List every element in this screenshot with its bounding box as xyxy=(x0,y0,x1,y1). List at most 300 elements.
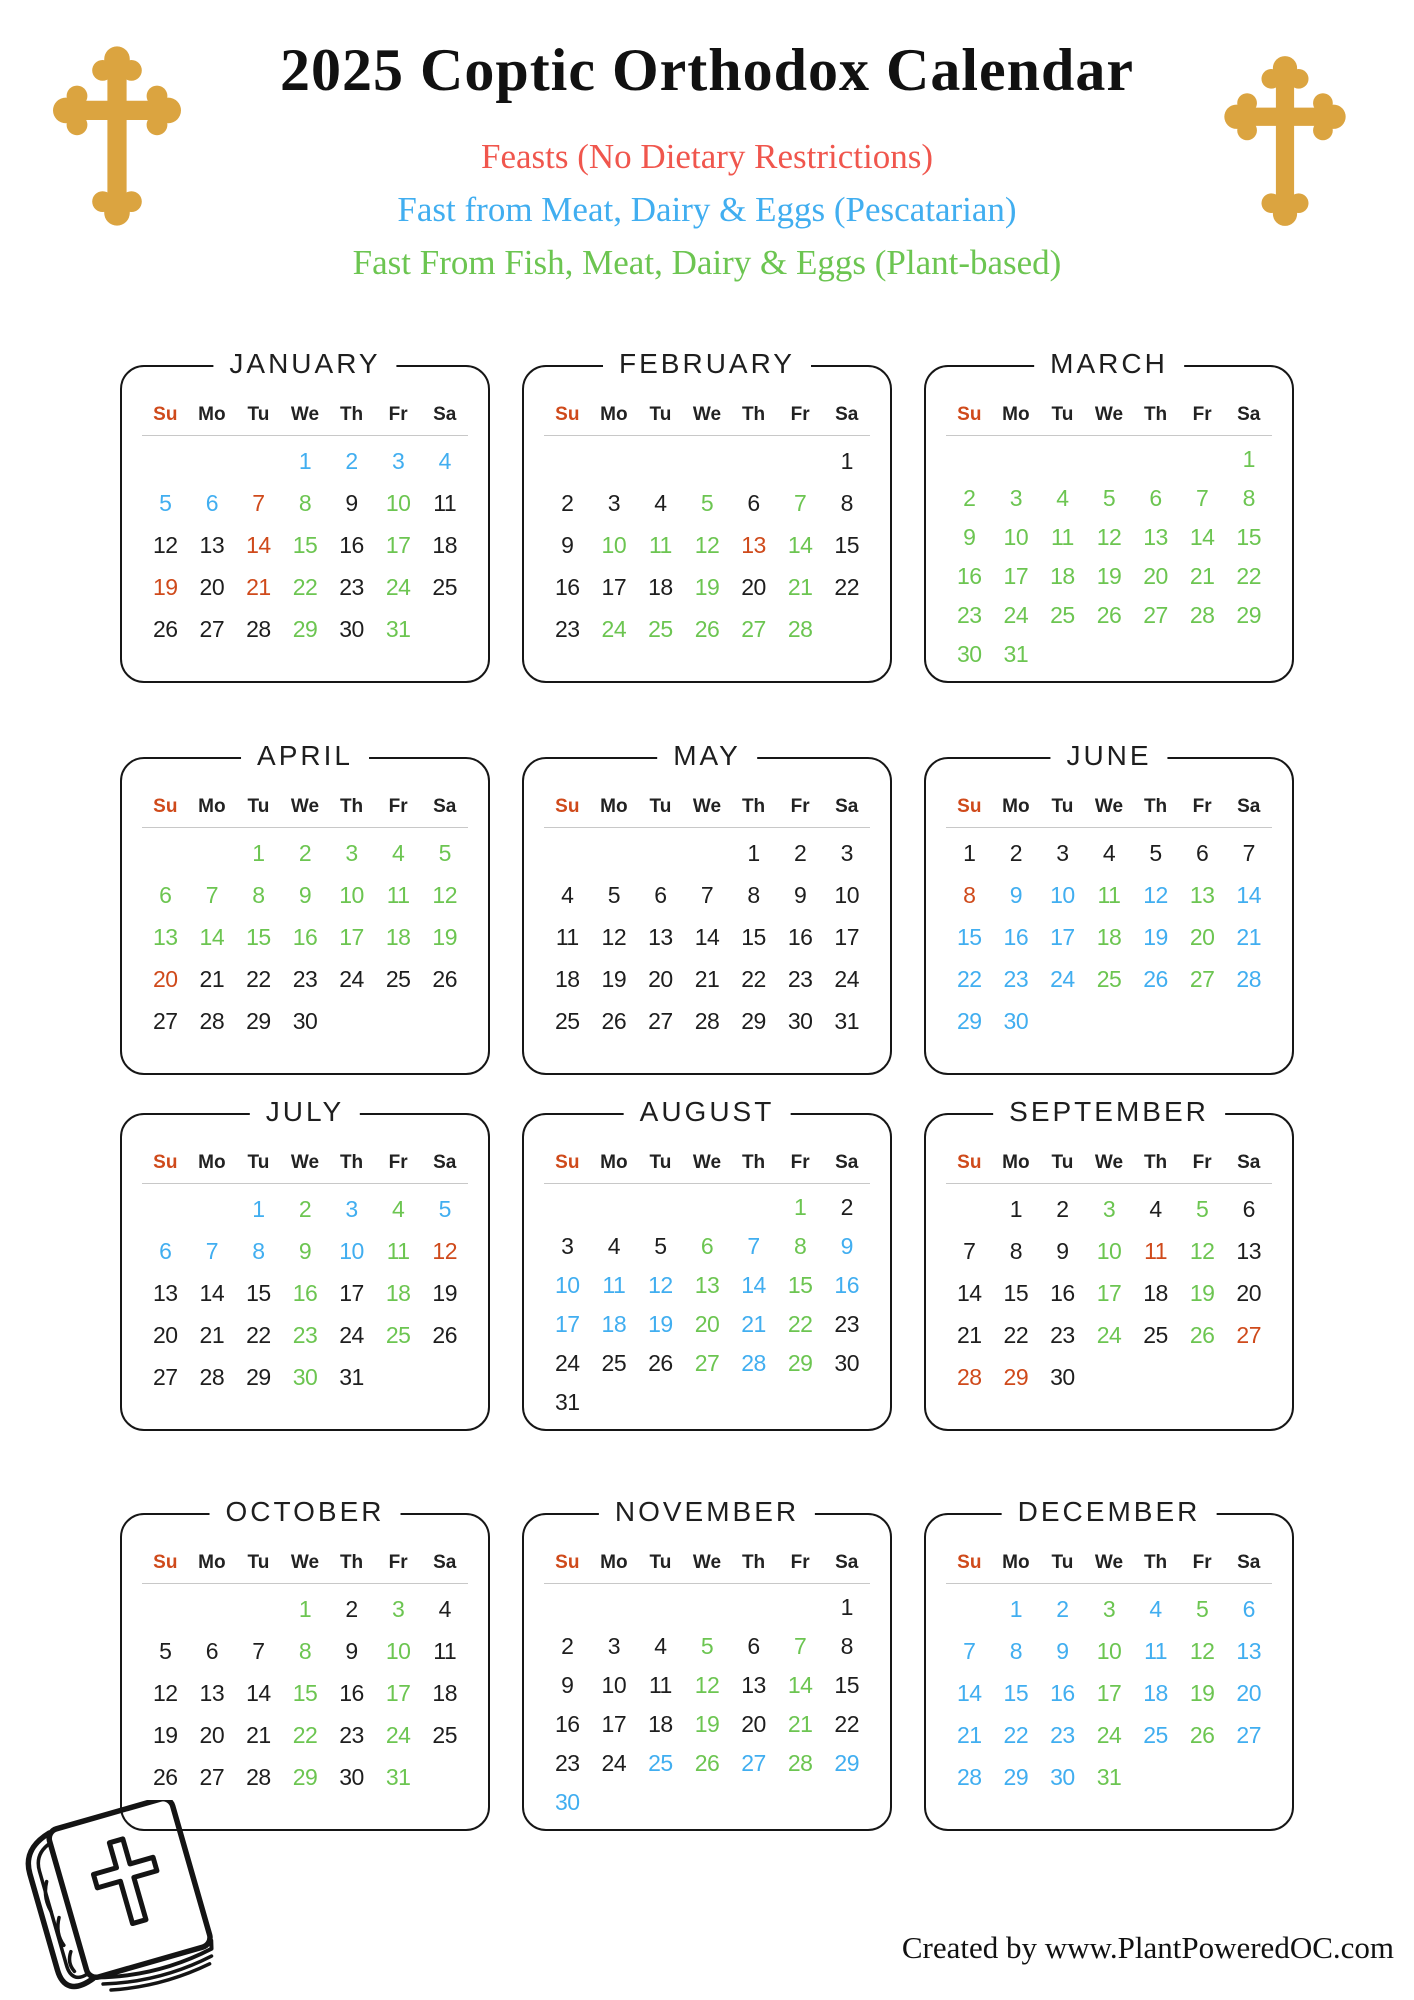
date-cell: 1 xyxy=(747,839,760,866)
date-cell: 1 xyxy=(298,447,312,474)
date-cell: 16 xyxy=(292,1279,318,1306)
date-cell: 9 xyxy=(963,524,976,550)
date-cell: 14 xyxy=(199,923,225,950)
date-cell: 2 xyxy=(793,839,807,866)
header-divider xyxy=(946,827,1272,828)
date-cell: 25 xyxy=(1143,1321,1168,1348)
date-cell: 31 xyxy=(834,1007,859,1034)
date-cell: 23 xyxy=(787,965,813,992)
date-cell: 10 xyxy=(834,881,859,908)
date-cell: 7 xyxy=(252,489,265,516)
date-cell: 16 xyxy=(339,531,364,558)
date-cell: 17 xyxy=(385,1679,411,1706)
date-cell: 14 xyxy=(787,1672,813,1698)
date-cell: 14 xyxy=(694,923,720,950)
month-title: APRIL xyxy=(241,740,369,772)
date-cell: 28 xyxy=(1236,965,1261,992)
date-cell: 23 xyxy=(1003,965,1029,992)
date-cell: 26 xyxy=(1189,1321,1215,1348)
date-cell: 26 xyxy=(432,965,457,992)
month-card-january xyxy=(120,348,490,683)
date-cell: 25 xyxy=(432,573,457,600)
date-cell: 12 xyxy=(432,1237,457,1264)
date-cell: 31 xyxy=(1003,641,1029,667)
date-cell: 24 xyxy=(1096,1721,1122,1748)
date-cell: 3 xyxy=(345,839,358,866)
weekday-label: Fr xyxy=(1192,1552,1212,1573)
weekday-label: Fr xyxy=(1192,796,1212,817)
weekday-label: Sa xyxy=(835,404,859,425)
date-cell: 18 xyxy=(385,1279,411,1306)
date-cell: 4 xyxy=(1149,1595,1162,1622)
date-cell: 7 xyxy=(963,1637,976,1664)
date-cell: 21 xyxy=(199,965,225,992)
header-divider xyxy=(142,827,468,828)
date-cell: 2 xyxy=(345,1595,358,1622)
weekday-label: We xyxy=(290,796,320,817)
date-cell: 28 xyxy=(787,1750,813,1776)
date-cell: 9 xyxy=(561,1672,574,1698)
weekday-label: Fr xyxy=(790,1152,810,1173)
month-card-november xyxy=(522,1496,892,1831)
date-cell: 9 xyxy=(840,1233,853,1259)
weekday-label: Fr xyxy=(790,796,810,817)
date-cell: 21 xyxy=(956,1721,982,1748)
date-cell: 18 xyxy=(648,573,673,600)
dates-grid xyxy=(544,440,870,650)
date-cell: 6 xyxy=(654,881,667,908)
date-cell: 28 xyxy=(741,1350,766,1376)
weekday-label: Tu xyxy=(649,1552,672,1573)
weekday-label: Su xyxy=(153,404,178,425)
weekday-header xyxy=(946,795,1272,819)
date-cell: 18 xyxy=(385,923,411,950)
date-cell: 19 xyxy=(432,1279,457,1306)
date-cell: 30 xyxy=(1003,1007,1029,1034)
date-cell: 27 xyxy=(152,1363,178,1390)
date-cell: 29 xyxy=(1003,1763,1029,1790)
date-cell: 15 xyxy=(834,1672,859,1698)
date-cell: 14 xyxy=(246,531,271,558)
date-cell: 3 xyxy=(1056,839,1069,866)
date-cell: 8 xyxy=(747,881,760,908)
date-cell: 29 xyxy=(246,1007,271,1034)
date-cell: 30 xyxy=(834,1350,859,1376)
month-card-august xyxy=(522,1096,892,1431)
date-cell: 24 xyxy=(1003,602,1029,628)
date-cell: 16 xyxy=(292,923,318,950)
date-cell: 27 xyxy=(1143,602,1168,628)
date-cell: 28 xyxy=(787,615,813,642)
date-cell: 12 xyxy=(1143,881,1168,908)
date-cell: 11 xyxy=(648,1672,672,1698)
date-cell: 4 xyxy=(654,1633,667,1659)
date-cell: 2 xyxy=(963,485,976,511)
weekday-label: Su xyxy=(153,796,178,817)
date-cell: 12 xyxy=(1189,1237,1215,1264)
legend-feasts-label: Feasts (No Dietary Restrictions) xyxy=(481,137,933,176)
weekday-label: Sa xyxy=(433,404,457,425)
date-cell: 20 xyxy=(741,1711,766,1737)
date-cell: 12 xyxy=(1189,1637,1215,1664)
weekday-label: We xyxy=(692,1152,722,1173)
date-cell: 13 xyxy=(741,531,766,558)
month-title: MAY xyxy=(657,740,757,772)
date-cell: 6 xyxy=(1242,1595,1255,1622)
date-cell: 21 xyxy=(246,573,271,600)
date-cell: 11 xyxy=(1097,881,1121,908)
date-cell: 2 xyxy=(561,489,574,516)
date-cell: 21 xyxy=(787,573,813,600)
dates-grid xyxy=(142,440,468,650)
date-cell: 30 xyxy=(956,641,982,667)
weekday-label: Fr xyxy=(388,1152,408,1173)
date-cell: 14 xyxy=(1236,881,1261,908)
date-cell: 15 xyxy=(834,531,859,558)
date-cell: 14 xyxy=(787,531,813,558)
month-title: MARCH xyxy=(1034,348,1184,380)
date-cell: 3 xyxy=(561,1233,574,1259)
date-cell: 22 xyxy=(246,1321,271,1348)
date-cell: 18 xyxy=(648,1711,673,1737)
weekday-label: Sa xyxy=(433,1152,457,1173)
weekday-label: Fr xyxy=(388,404,408,425)
date-cell: 6 xyxy=(205,1637,218,1664)
legend-plant-based-label: Fast From Fish, Meat, Dairy & Eggs (Plant-based) xyxy=(352,243,1062,282)
date-cell: 23 xyxy=(1050,1721,1075,1748)
date-cell: 18 xyxy=(1096,923,1122,950)
date-cell: 3 xyxy=(391,1595,405,1622)
date-cell: 25 xyxy=(432,1721,457,1748)
weekday-label: Sa xyxy=(835,1152,859,1173)
header-divider xyxy=(544,1183,870,1184)
month-title: AUGUST xyxy=(624,1096,791,1128)
date-cell: 28 xyxy=(246,1763,271,1790)
date-cell: 29 xyxy=(1003,1363,1029,1390)
date-cell: 22 xyxy=(741,965,766,992)
date-cell: 10 xyxy=(339,881,364,908)
date-cell: 9 xyxy=(345,1637,358,1664)
date-cell: 7 xyxy=(700,881,714,908)
header-divider xyxy=(946,435,1272,436)
date-cell: 14 xyxy=(956,1279,982,1306)
date-cell: 1 xyxy=(793,1194,807,1220)
date-cell: 12 xyxy=(1096,524,1122,550)
weekday-label: Sa xyxy=(1237,404,1261,425)
date-cell: 7 xyxy=(747,1233,760,1259)
date-cell: 24 xyxy=(601,1750,627,1776)
month-title: JANUARY xyxy=(213,348,396,380)
date-cell: 29 xyxy=(834,1750,859,1776)
weekday-label: We xyxy=(290,1152,320,1173)
date-cell: 7 xyxy=(793,1633,807,1659)
weekday-label: Th xyxy=(741,796,766,817)
date-cell: 29 xyxy=(292,1763,318,1790)
weekday-header xyxy=(142,1151,468,1175)
date-cell: 7 xyxy=(1195,485,1209,511)
date-cell: 19 xyxy=(694,1711,720,1737)
date-cell: 23 xyxy=(1050,1321,1075,1348)
date-cell: 13 xyxy=(694,1272,720,1298)
date-cell: 27 xyxy=(741,615,766,642)
dates-grid xyxy=(544,1588,870,1822)
date-cell: 1 xyxy=(298,1595,312,1622)
weekday-label: We xyxy=(1094,404,1124,425)
weekday-label: Sa xyxy=(1237,1152,1261,1173)
date-cell: 11 xyxy=(602,1272,626,1298)
date-cell: 2 xyxy=(1056,1595,1069,1622)
dates-grid xyxy=(142,1588,468,1798)
weekday-label: Tu xyxy=(1051,796,1074,817)
weekday-label: Tu xyxy=(247,404,270,425)
date-cell: 3 xyxy=(345,1195,358,1222)
month-card-april xyxy=(120,740,490,1075)
date-cell: 27 xyxy=(1236,1721,1261,1748)
weekday-label: Su xyxy=(957,404,982,425)
weekday-label: Th xyxy=(1143,404,1168,425)
date-cell: 2 xyxy=(561,1633,574,1659)
weekday-label: Sa xyxy=(835,1552,859,1573)
weekday-label: Sa xyxy=(1237,1552,1261,1573)
date-cell: 5 xyxy=(159,1637,172,1664)
date-cell: 12 xyxy=(694,1672,720,1698)
date-cell: 20 xyxy=(152,965,178,992)
weekday-header xyxy=(946,1551,1272,1575)
weekday-header xyxy=(946,1151,1272,1175)
date-cell: 1 xyxy=(252,839,265,866)
weekday-label: Su xyxy=(555,1552,580,1573)
date-cell: 18 xyxy=(1143,1279,1168,1306)
date-cell: 4 xyxy=(607,1233,620,1259)
date-cell: 17 xyxy=(554,1311,580,1337)
bible-book-icon xyxy=(6,1800,234,1996)
date-cell: 21 xyxy=(956,1321,982,1348)
date-cell: 31 xyxy=(385,615,411,642)
header-divider xyxy=(544,1583,870,1584)
date-cell: 18 xyxy=(432,531,457,558)
date-cell: 23 xyxy=(339,573,364,600)
date-cell: 20 xyxy=(1236,1279,1261,1306)
date-cell: 26 xyxy=(152,1763,178,1790)
date-cell: 10 xyxy=(1096,1637,1122,1664)
date-cell: 21 xyxy=(1189,563,1215,589)
weekday-header xyxy=(544,1151,870,1175)
month-card-may xyxy=(522,740,892,1075)
date-cell: 19 xyxy=(432,923,457,950)
date-cell: 23 xyxy=(554,615,580,642)
month-card-february xyxy=(522,348,892,683)
date-cell: 8 xyxy=(298,1637,312,1664)
weekday-label: Mo xyxy=(600,796,628,817)
weekday-label: Su xyxy=(555,404,580,425)
date-cell: 1 xyxy=(1242,446,1255,472)
date-cell: 11 xyxy=(433,489,457,516)
date-cell: 25 xyxy=(1143,1721,1168,1748)
date-cell: 9 xyxy=(298,881,312,908)
date-cell: 13 xyxy=(1189,881,1215,908)
weekday-label: Su xyxy=(555,1152,580,1173)
date-cell: 20 xyxy=(741,573,766,600)
date-cell: 16 xyxy=(956,563,982,589)
date-cell: 13 xyxy=(199,531,225,558)
weekday-header xyxy=(544,1551,870,1575)
date-cell: 5 xyxy=(438,839,451,866)
date-cell: 18 xyxy=(554,965,580,992)
page-title: 2025 Coptic Orthodox Calendar xyxy=(280,37,1134,103)
weekday-label: Th xyxy=(1143,1552,1168,1573)
date-cell: 3 xyxy=(1009,485,1022,511)
weekday-label: Fr xyxy=(790,1552,810,1573)
date-cell: 6 xyxy=(700,1233,714,1259)
weekday-label: Sa xyxy=(433,796,457,817)
date-cell: 4 xyxy=(438,447,451,474)
date-cell: 7 xyxy=(205,881,218,908)
date-cell: 9 xyxy=(1009,881,1022,908)
weekday-label: Th xyxy=(339,404,364,425)
weekday-header xyxy=(544,795,870,819)
weekday-header xyxy=(544,403,870,427)
date-cell: 17 xyxy=(1003,563,1029,589)
date-cell: 1 xyxy=(1009,1195,1022,1222)
date-cell: 10 xyxy=(1096,1237,1122,1264)
date-cell: 15 xyxy=(292,1679,318,1706)
date-cell: 16 xyxy=(339,1679,364,1706)
date-cell: 17 xyxy=(385,531,411,558)
date-cell: 30 xyxy=(1050,1363,1075,1390)
weekday-label: Mo xyxy=(198,404,226,425)
date-cell: 2 xyxy=(298,1195,312,1222)
date-cell: 20 xyxy=(152,1321,178,1348)
credit-text: Created by www.PlantPoweredOC.com xyxy=(901,1930,1394,1965)
date-cell: 4 xyxy=(438,1595,451,1622)
weekday-label: Mo xyxy=(198,796,226,817)
weekday-label: Mo xyxy=(600,1152,628,1173)
date-cell: 9 xyxy=(561,531,574,558)
date-cell: 13 xyxy=(152,1279,178,1306)
date-cell: 27 xyxy=(199,1763,225,1790)
date-cell: 30 xyxy=(339,615,364,642)
date-cell: 20 xyxy=(694,1311,720,1337)
date-cell: 11 xyxy=(648,531,672,558)
date-cell: 22 xyxy=(956,965,982,992)
date-cell: 13 xyxy=(1143,524,1168,550)
date-cell: 19 xyxy=(1096,563,1122,589)
weekday-label: Th xyxy=(1143,796,1168,817)
date-cell: 18 xyxy=(1143,1679,1168,1706)
date-cell: 25 xyxy=(648,615,673,642)
date-cell: 8 xyxy=(793,1233,807,1259)
date-cell: 23 xyxy=(554,1750,580,1776)
date-cell: 23 xyxy=(292,965,318,992)
date-cell: 16 xyxy=(1050,1679,1075,1706)
month-title: OCTOBER xyxy=(210,1496,401,1528)
date-cell: 17 xyxy=(601,1711,627,1737)
month-card-july xyxy=(120,1096,490,1431)
date-cell: 13 xyxy=(741,1672,766,1698)
date-cell: 26 xyxy=(1143,965,1168,992)
date-cell: 20 xyxy=(648,965,673,992)
date-cell: 29 xyxy=(1236,602,1261,628)
date-cell: 1 xyxy=(963,839,976,866)
weekday-label: Mo xyxy=(1002,1552,1030,1573)
date-cell: 13 xyxy=(1236,1637,1261,1664)
date-cell: 12 xyxy=(601,923,627,950)
date-cell: 21 xyxy=(741,1311,766,1337)
date-cell: 5 xyxy=(700,1633,714,1659)
weekday-label: Fr xyxy=(1192,404,1212,425)
date-cell: 22 xyxy=(834,1711,859,1737)
month-title: JULY xyxy=(250,1096,360,1128)
date-cell: 30 xyxy=(787,1007,813,1034)
date-cell: 28 xyxy=(199,1007,225,1034)
weekday-label: Tu xyxy=(1051,404,1074,425)
dates-grid xyxy=(946,832,1272,1042)
dates-grid xyxy=(946,440,1272,674)
date-cell: 23 xyxy=(956,602,982,628)
date-cell: 26 xyxy=(601,1007,627,1034)
date-cell: 5 xyxy=(607,881,620,908)
dates-grid xyxy=(544,1188,870,1422)
date-cell: 26 xyxy=(1189,1721,1215,1748)
date-cell: 18 xyxy=(601,1311,627,1337)
date-cell: 15 xyxy=(1236,524,1261,550)
date-cell: 27 xyxy=(152,1007,178,1034)
date-cell: 10 xyxy=(385,489,411,516)
weekday-label: Su xyxy=(153,1152,178,1173)
date-cell: 10 xyxy=(1003,524,1029,550)
date-cell: 27 xyxy=(741,1750,766,1776)
date-cell: 6 xyxy=(205,489,218,516)
date-cell: 16 xyxy=(1003,923,1029,950)
date-cell: 5 xyxy=(1195,1595,1209,1622)
date-cell: 23 xyxy=(292,1321,318,1348)
header-divider xyxy=(142,1183,468,1184)
date-cell: 6 xyxy=(159,1237,172,1264)
date-cell: 25 xyxy=(554,1007,580,1034)
weekday-label: We xyxy=(692,1552,722,1573)
date-cell: 2 xyxy=(840,1194,853,1220)
date-cell: 19 xyxy=(601,965,627,992)
date-cell: 30 xyxy=(554,1789,580,1815)
date-cell: 24 xyxy=(385,573,411,600)
date-cell: 19 xyxy=(694,573,720,600)
date-cell: 22 xyxy=(1003,1721,1029,1748)
weekday-label: We xyxy=(290,404,320,425)
weekday-label: Su xyxy=(153,1552,178,1573)
date-cell: 20 xyxy=(1143,563,1168,589)
month-card-september xyxy=(924,1096,1294,1431)
date-cell: 4 xyxy=(561,881,574,908)
date-cell: 8 xyxy=(1009,1637,1022,1664)
date-cell: 20 xyxy=(199,573,225,600)
date-cell: 13 xyxy=(152,923,178,950)
date-cell: 5 xyxy=(1195,1195,1209,1222)
date-cell: 5 xyxy=(438,1195,451,1222)
date-cell: 14 xyxy=(1189,524,1215,550)
weekday-label: Th xyxy=(1143,1152,1168,1173)
weekday-header xyxy=(142,403,468,427)
date-cell: 9 xyxy=(793,881,807,908)
date-cell: 5 xyxy=(159,489,172,516)
date-cell: 10 xyxy=(554,1272,580,1298)
weekday-label: Mo xyxy=(1002,796,1030,817)
month-title: FEBRUARY xyxy=(603,348,811,380)
weekday-label: Mo xyxy=(600,404,628,425)
date-cell: 24 xyxy=(1096,1321,1122,1348)
date-cell: 20 xyxy=(1189,923,1215,950)
date-cell: 22 xyxy=(246,965,271,992)
date-cell: 11 xyxy=(386,881,410,908)
